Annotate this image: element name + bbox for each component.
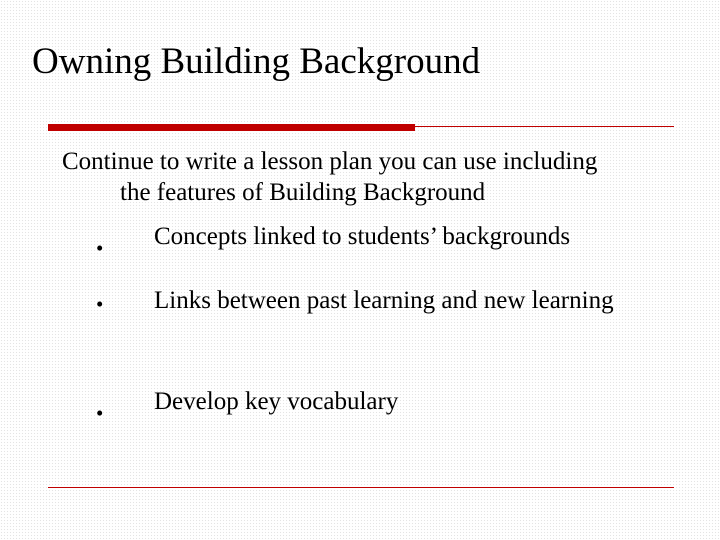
title-underline-thick [48, 124, 415, 131]
bullet-marker: • [96, 401, 104, 425]
intro-line-2: the features of Building Background [120, 179, 486, 206]
slide-title: Owning Building Background [32, 41, 481, 82]
footer-divider [48, 487, 674, 488]
bullet-text: Links between past learning and new learning [154, 287, 614, 314]
bullet-marker: • [96, 292, 104, 316]
bullet-text: Develop key vocabulary [154, 388, 399, 415]
intro-line-1: Continue to write a lesson plan you can use including [62, 148, 598, 175]
bullet-text: Concepts linked to students’ backgrounds [154, 223, 571, 250]
title-underline-thin [415, 126, 674, 127]
bullet-marker: • [96, 236, 104, 260]
intro-paragraph [62, 146, 682, 208]
